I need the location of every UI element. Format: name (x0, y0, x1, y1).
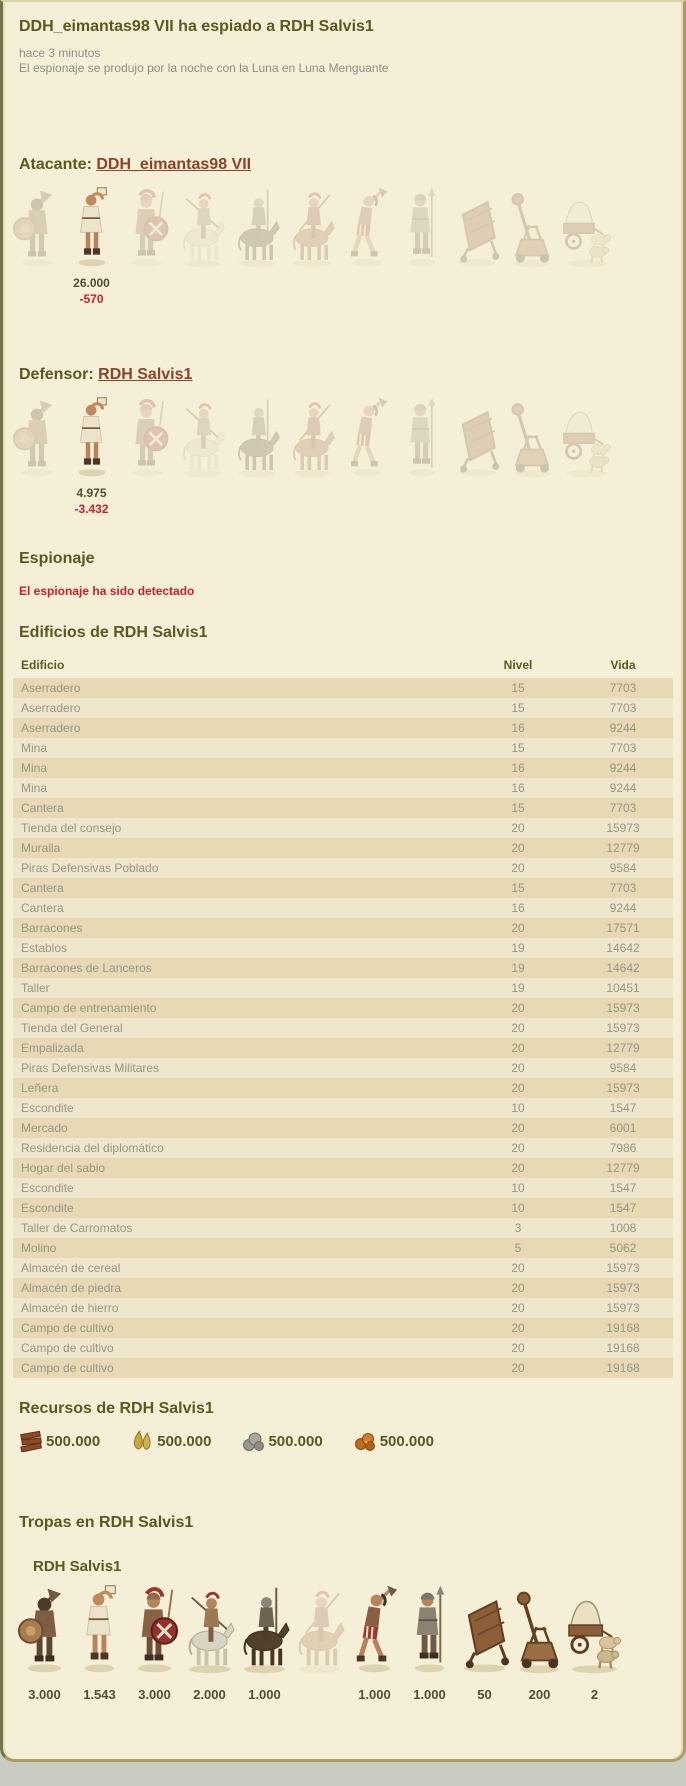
resources-row (19, 1430, 683, 1452)
building-hp: 1547 (609, 1181, 637, 1195)
building-row (13, 838, 673, 858)
unit-slot (174, 186, 229, 306)
unit-slot (394, 186, 449, 306)
buildings-table (13, 654, 673, 1378)
unit-scout-icon (72, 1583, 127, 1675)
building-level: 16 (511, 781, 525, 795)
building-name: Leñera (21, 1081, 59, 1095)
buildings-header-row (13, 654, 673, 678)
building-row (13, 1358, 673, 1378)
building-level: 3 (514, 1221, 522, 1235)
unit-axe-thrower-icon (342, 396, 392, 478)
building-name: Empalizada (21, 1041, 84, 1055)
building-level: 20 (511, 921, 525, 935)
building-hp: 15973 (606, 1261, 640, 1275)
building-row (13, 1118, 673, 1138)
building-hp: 5062 (609, 1241, 637, 1255)
building-hp: 7703 (609, 881, 637, 895)
unit-spearman-icon (402, 1583, 457, 1675)
building-name: Aserradero (21, 721, 81, 735)
attacker-heading (19, 156, 683, 174)
building-hp: 9244 (609, 901, 637, 915)
building-level: 20 (511, 1121, 525, 1135)
unit-slot (127, 1583, 182, 1717)
building-row (13, 1218, 673, 1238)
unit-supply-cart-icon (562, 396, 612, 478)
building-name: Piras Defensivas Militares (21, 1061, 160, 1075)
unit-slot (559, 186, 614, 306)
building-name: Escondite (21, 1201, 74, 1215)
building-level: 20 (511, 1261, 525, 1275)
unit-slot (237, 1583, 292, 1717)
building-row (13, 778, 673, 798)
building-name: Campo de cultivo (21, 1361, 114, 1375)
unit-slot (567, 1583, 622, 1717)
unit-slot (559, 396, 614, 516)
unit-slot (64, 186, 119, 306)
building-name: Aserradero (21, 701, 81, 715)
unit-ram-icon (452, 396, 502, 478)
unit-lancer-cavalry-icon (287, 186, 337, 268)
resource-item (241, 1430, 322, 1452)
building-name: Almacén de hierro (21, 1301, 119, 1315)
building-name: Campo de cultivo (21, 1341, 114, 1355)
unit-supply-cart-icon (567, 1583, 622, 1675)
building-name: Aserradero (21, 681, 81, 695)
building-level: 19 (511, 981, 525, 995)
building-row (13, 1238, 673, 1258)
defender-heading (19, 366, 683, 384)
troops-heading: Tropas en RDH Salvis1 (19, 1514, 194, 1531)
building-hp: 10451 (606, 981, 640, 995)
building-row (13, 1058, 673, 1078)
unit-loss: -570 (79, 292, 104, 306)
building-hp: 9584 (609, 1061, 637, 1075)
unit-heavy-cavalry-icon (232, 186, 282, 268)
building-hp: 12779 (606, 1161, 640, 1175)
building-row (13, 898, 673, 918)
building-hp: 9244 (609, 761, 637, 775)
building-hp: 15973 (606, 821, 640, 835)
unit-light-cavalry-icon (182, 1583, 237, 1675)
building-level: 16 (511, 761, 525, 775)
building-row (13, 978, 673, 998)
building-row (13, 1298, 673, 1318)
building-name: Escondite (21, 1181, 74, 1195)
unit-swordsman-icon (127, 1583, 182, 1675)
unit-slot (512, 1583, 567, 1717)
building-row (13, 998, 673, 1018)
building-level: 19 (511, 941, 525, 955)
unit-count: 2.000 (193, 1687, 226, 1702)
building-hp: 7703 (609, 681, 637, 695)
building-level: 20 (511, 1281, 525, 1295)
building-level: 20 (511, 1061, 525, 1075)
building-row (13, 818, 673, 838)
troops-village-name: RDH Salvis1 (33, 1558, 122, 1575)
unit-count: 2 (590, 1687, 599, 1702)
resources-heading: Recursos de RDH Salvis1 (19, 1400, 214, 1417)
building-level: 15 (511, 701, 525, 715)
building-hp: 19168 (606, 1321, 640, 1335)
building-row (13, 1038, 673, 1058)
building-hp: 7703 (609, 741, 637, 755)
building-level: 20 (511, 1021, 525, 1035)
building-hp: 1547 (609, 1201, 637, 1215)
building-row (13, 958, 673, 978)
building-level: 20 (511, 841, 525, 855)
building-row (13, 738, 673, 758)
building-hp: 9244 (609, 781, 637, 795)
espionage-heading: Espionaje (19, 550, 95, 567)
unit-axe-thrower-icon (347, 1583, 402, 1675)
building-row (13, 1338, 673, 1358)
unit-scout-icon (67, 186, 117, 268)
unit-catapult-icon (507, 186, 557, 268)
building-level: 20 (511, 821, 525, 835)
unit-count: 3.000 (138, 1687, 171, 1702)
building-row (13, 858, 673, 878)
attacker-units-strip (9, 186, 683, 310)
building-hp: 7703 (609, 801, 637, 815)
unit-slot (457, 1583, 512, 1717)
building-level: 20 (511, 1141, 525, 1155)
building-name: Muralla (21, 841, 61, 855)
defender-units-strip (9, 396, 683, 520)
building-row (13, 1078, 673, 1098)
report-title: DDH_eimantas98 VII ha espiado a RDH Salvis1 (19, 18, 374, 35)
building-name: Hogar del sabio (21, 1161, 106, 1175)
unit-count: 200 (528, 1687, 551, 1702)
unit-slot (17, 1583, 72, 1717)
building-name: Cantera (21, 901, 64, 915)
building-level: 16 (511, 901, 525, 915)
building-hp: 15973 (606, 1021, 640, 1035)
unit-slot (64, 396, 119, 516)
building-level: 10 (511, 1201, 525, 1215)
unit-slot (347, 1583, 402, 1717)
building-name: Cantera (21, 881, 64, 895)
building-row (13, 1158, 673, 1178)
building-hp: 19168 (606, 1341, 640, 1355)
unit-slot (339, 186, 394, 306)
building-row (13, 798, 673, 818)
building-hp: 15973 (606, 1081, 640, 1095)
building-hp: 12779 (606, 1041, 640, 1055)
building-hp: 1547 (609, 1101, 637, 1115)
unit-slot (119, 396, 174, 516)
espionage-result: El espionaje ha sido detectado (19, 584, 195, 598)
building-name: Taller de Carromatos (21, 1221, 133, 1235)
building-name: Mina (21, 761, 48, 775)
unit-lancer-cavalry-icon (287, 396, 337, 478)
building-level: 20 (511, 1081, 525, 1095)
building-name: Tienda del consejo (21, 821, 122, 835)
building-hp: 14642 (606, 941, 640, 955)
unit-axe-thrower-icon (342, 186, 392, 268)
building-name: Mercado (21, 1121, 68, 1135)
building-row (13, 1318, 673, 1338)
building-hp: 15973 (606, 1001, 640, 1015)
troops-units-strip (17, 1583, 683, 1715)
buildings-heading: Edificios de RDH Salvis1 (19, 624, 208, 641)
unit-lancer-cavalry-icon (292, 1583, 347, 1675)
building-row (13, 1258, 673, 1278)
building-name: Tienda del General (21, 1021, 123, 1035)
unit-slot (9, 396, 64, 516)
building-name: Piras Defensivas Poblado (21, 861, 159, 875)
building-level: 20 (511, 861, 525, 875)
defender-player-link[interactable]: RDH Salvis1 (98, 366, 193, 383)
building-name: Campo de entrenamiento (21, 1001, 157, 1015)
building-row (13, 1018, 673, 1038)
building-level: 20 (511, 1301, 525, 1315)
resource-amount: 500.000 (379, 1432, 434, 1450)
unit-heavy-cavalry-icon (232, 396, 282, 478)
building-hp: 6001 (609, 1121, 637, 1135)
building-hp: 9244 (609, 721, 637, 735)
unit-spearman-icon (397, 186, 447, 268)
building-name: Almacén de piedra (21, 1281, 122, 1295)
unit-slot (449, 396, 504, 516)
wood-icon (19, 1430, 43, 1452)
building-level: 20 (511, 1041, 525, 1055)
building-row (13, 938, 673, 958)
unit-slot (394, 396, 449, 516)
unit-slot (174, 396, 229, 516)
building-row (13, 1198, 673, 1218)
building-hp: 7986 (609, 1141, 637, 1155)
building-name: Taller (21, 981, 50, 995)
building-level: 20 (511, 1161, 525, 1175)
building-name: Barracones (21, 921, 83, 935)
building-level: 15 (511, 741, 525, 755)
building-level: 19 (511, 961, 525, 975)
building-hp: 1008 (609, 1221, 637, 1235)
building-hp: 9584 (609, 861, 637, 875)
building-level: 20 (511, 1321, 525, 1335)
unit-count: 50 (477, 1687, 492, 1702)
unit-scout-icon (67, 396, 117, 478)
building-hp: 7703 (609, 701, 637, 715)
buildings-col-nivel: Nivel (503, 658, 533, 672)
building-row (13, 678, 673, 698)
building-level: 20 (511, 1361, 525, 1375)
unit-supply-cart-icon (562, 186, 612, 268)
buildings-col-edificio: Edificio (21, 658, 65, 672)
unit-slot (284, 396, 339, 516)
unit-loss: -3.432 (74, 502, 109, 516)
resource-amount: 500.000 (157, 1432, 212, 1450)
building-level: 20 (511, 1341, 525, 1355)
building-level: 15 (511, 801, 525, 815)
unit-slot (449, 186, 504, 306)
building-row (13, 758, 673, 778)
unit-count: 26.000 (73, 276, 110, 290)
unit-axeman-icon (12, 396, 62, 478)
unit-count: 1.000 (248, 1687, 281, 1702)
building-name: Molino (21, 1241, 57, 1255)
buildings-col-vida: Vida (610, 658, 636, 672)
unit-light-cavalry-icon (177, 186, 227, 268)
unit-count: 3.000 (28, 1687, 61, 1702)
building-name: Campo de cultivo (21, 1321, 114, 1335)
unit-slot (9, 186, 64, 306)
defender-label: Defensor: (19, 366, 94, 383)
building-level: 15 (511, 881, 525, 895)
unit-axeman-icon (12, 186, 62, 268)
building-row (13, 1138, 673, 1158)
building-row (13, 1098, 673, 1118)
report-time: hace 3 minutos (19, 46, 101, 60)
unit-slot (284, 186, 339, 306)
unit-heavy-cavalry-icon (237, 1583, 292, 1675)
building-row (13, 918, 673, 938)
stone-icon (241, 1430, 265, 1452)
unit-slot (229, 186, 284, 306)
unit-count: 4.975 (76, 486, 107, 500)
unit-ram-icon (452, 186, 502, 268)
building-level: 10 (511, 1181, 525, 1195)
unit-slot (119, 186, 174, 306)
building-hp: 15973 (606, 1301, 640, 1315)
unit-slot (292, 1583, 347, 1717)
resource-item (353, 1430, 434, 1452)
building-name: Residencia del diplomático (21, 1141, 164, 1155)
unit-slot (229, 396, 284, 516)
unit-swordsman-icon (122, 396, 172, 478)
unit-swordsman-icon (122, 186, 172, 268)
unit-slot (504, 186, 559, 306)
unit-count: 1.000 (358, 1687, 391, 1702)
unit-count: 1.000 (413, 1687, 446, 1702)
unit-slot (402, 1583, 457, 1717)
unit-slot (182, 1583, 237, 1717)
building-row (13, 1178, 673, 1198)
attacker-player-link[interactable]: DDH_eimantas98 VII (96, 156, 252, 173)
building-name: Cantera (21, 801, 64, 815)
building-row (13, 878, 673, 898)
unit-ram-icon (457, 1583, 512, 1675)
building-row (13, 1278, 673, 1298)
iron-icon (353, 1430, 377, 1452)
buildings-table-body (13, 678, 673, 1378)
building-hp: 17571 (606, 921, 640, 935)
unit-slot (72, 1583, 127, 1717)
unit-count: 1.543 (83, 1687, 116, 1702)
building-name: Almacén de cereal (21, 1261, 121, 1275)
building-name: Barracones de Lanceros (21, 961, 152, 975)
unit-slot (339, 396, 394, 516)
building-name: Mina (21, 781, 48, 795)
building-level: 10 (511, 1101, 525, 1115)
attacker-label: Atacante: (19, 156, 92, 173)
resource-item (19, 1430, 100, 1452)
unit-catapult-icon (512, 1583, 567, 1675)
building-hp: 15973 (606, 1281, 640, 1295)
unit-light-cavalry-icon (177, 396, 227, 478)
cereal-icon (130, 1430, 154, 1452)
unit-spearman-icon (397, 396, 447, 478)
building-level: 5 (514, 1241, 522, 1255)
building-name: Establos (21, 941, 68, 955)
building-row (13, 718, 673, 738)
resource-amount: 500.000 (46, 1432, 101, 1450)
building-hp: 14642 (606, 961, 640, 975)
building-hp: 19168 (606, 1361, 640, 1375)
building-level: 20 (511, 1001, 525, 1015)
building-name: Escondite (21, 1101, 74, 1115)
building-level: 15 (511, 681, 525, 695)
report-moon-info: El espionaje se produjo por la noche con la Luna en Luna Menguante (19, 61, 389, 75)
building-level: 16 (511, 721, 525, 735)
unit-axeman-icon (17, 1583, 72, 1675)
building-row (13, 698, 673, 718)
unit-slot (504, 396, 559, 516)
resource-amount: 500.000 (268, 1432, 323, 1450)
building-hp: 12779 (606, 841, 640, 855)
building-name: Mina (21, 741, 48, 755)
unit-catapult-icon (507, 396, 557, 478)
resource-item (130, 1430, 211, 1452)
